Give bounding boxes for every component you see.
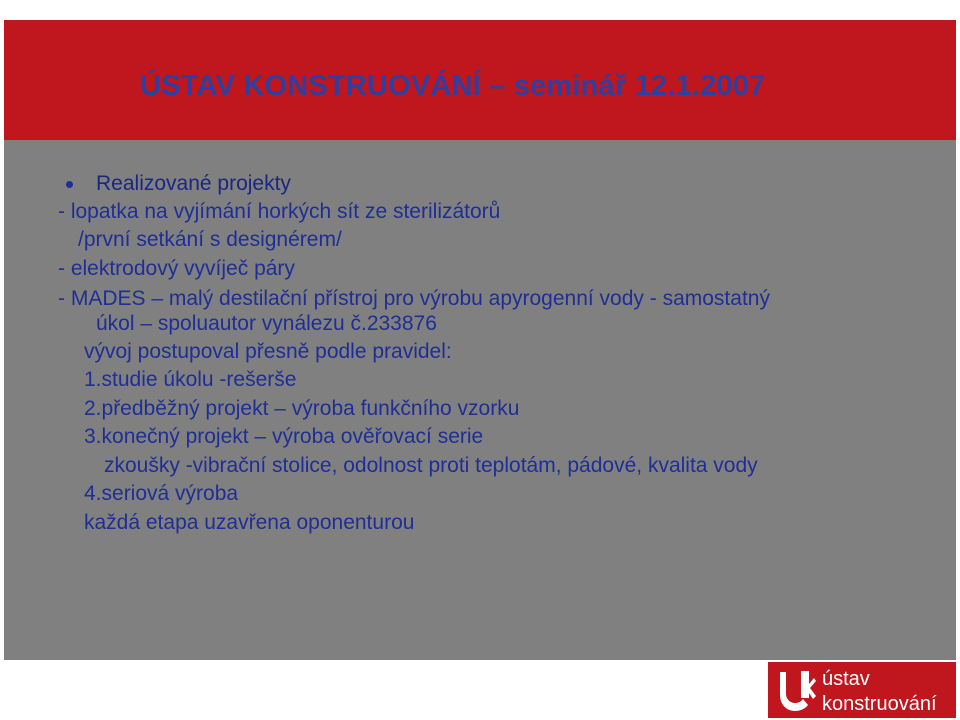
logo-text-line2: konstruování [822, 693, 937, 715]
content-line: 2.předběžný projekt – výroba funkčního vzorku [84, 397, 520, 420]
content-line: každá etapa uzavřena oponenturou [84, 511, 415, 534]
bullet-icon [66, 181, 73, 188]
content-line: - lopatka na vyjímání horkých sít ze sterilizátorů [58, 200, 501, 223]
content-line: zkoušky -vibrační stolice, odolnost proti teplotám, pádové, kvalita vody [104, 454, 758, 477]
logo-text-line1: ústav [822, 668, 870, 690]
slide-title: ÚSTAV KONSTRUOVÁNÍ – seminář 12.1.2007 [140, 70, 766, 102]
uk-logo-icon [774, 668, 816, 712]
content-line: úkol – spoluautor vynálezu č.233876 [96, 312, 437, 335]
content-line: - elektrodový vyvíječ páry [58, 257, 295, 280]
content-line: /první setkání s designérem/ [78, 228, 342, 251]
content-line: vývoj postupoval přesně podle pravidel: [84, 340, 452, 363]
institute-logo [768, 662, 956, 718]
content-heading: Realizované projekty [96, 172, 291, 195]
content-line: 4.seriová výroba [84, 482, 239, 505]
content-line: 1.studie úkolu -rešerše [84, 368, 297, 391]
content-line: 3.konečný projekt – výroba ověřovací serie [84, 425, 484, 448]
content-line: - MADES – malý destilační přístroj pro výrobu apyrogenní vody - samostatný [58, 287, 770, 310]
